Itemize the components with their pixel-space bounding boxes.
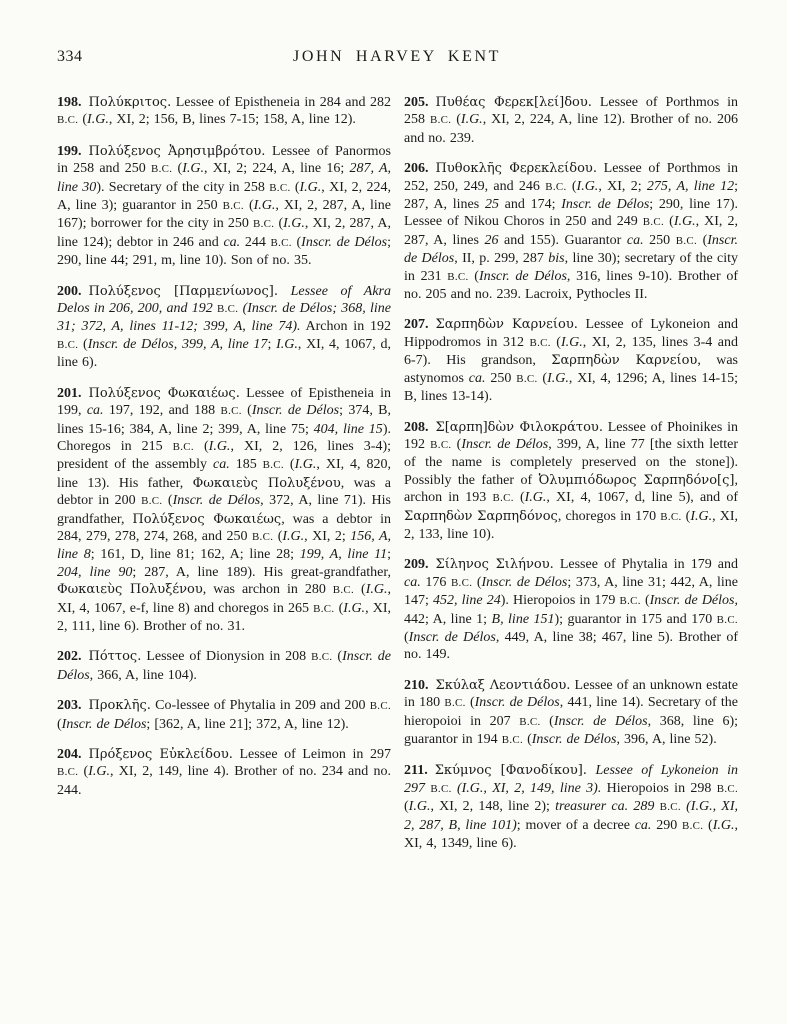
greek-text: Πολύξενος Ἀρησιμβρότου. [88, 143, 266, 159]
body-text: , XI, 2; 224, A, line 16; [204, 161, 350, 177]
body-text: , 396, A, line 52). [616, 732, 717, 747]
body-text: 250 B.C. ( [485, 370, 548, 386]
body-text: ; 290, line 44; 291, m, line 10). Son of no. 35. [57, 234, 392, 269]
era-abbreviation: B.C. [253, 218, 275, 231]
body-text: , XI, 2, 133, line 10). [404, 508, 738, 542]
italic-text: 156, A, line 8 [57, 528, 391, 563]
entry-201 [57, 385, 391, 636]
italic-text: Inscr. de Délos [481, 574, 568, 590]
body-text: , line 30); secretary of the city in 231 B.C. ( [404, 251, 739, 284]
italic-text: B, line 151 [491, 611, 555, 627]
body-text: 250 B.C. ( [643, 232, 708, 248]
italic-text: Inscr. de Délos [61, 716, 147, 732]
italic-text: I.G. [560, 334, 583, 350]
era-abbreviation: B.C. [619, 595, 641, 608]
italic-text: Inscr. de Délos [474, 695, 560, 711]
greek-text: Σ[αρπη]δὼν Φιλοκράτου. [435, 419, 603, 435]
italic-text: Inscr. de Délos [172, 493, 261, 509]
body-text: ); guarantor in 175 and 170 B.C. ( [404, 611, 738, 645]
italic-text: I.G. [276, 336, 298, 352]
italic-text: I.G. [460, 112, 483, 128]
body-text: ; mover of a decree [516, 817, 635, 833]
entry-211 [404, 762, 738, 852]
body-text: , was archon in 280 B.C. ( [202, 582, 366, 598]
entry-number: 199. [57, 143, 82, 159]
era-abbreviation: B.C. [262, 459, 284, 472]
entry-199 [57, 143, 391, 270]
italic-text: I.G. [547, 370, 569, 386]
greek-text: Πολύξενος Φωκαιέως [132, 511, 282, 527]
italic-text: Inscr. de Délos, 399, A, line 17 [87, 336, 268, 352]
greek-text: Πυθοκλῆς Φερεκλείδου. [435, 161, 597, 177]
italic-text: Inscr. de Délos [301, 234, 388, 250]
italic-text: bis [548, 251, 565, 267]
body-text: Lessee of an unknown estate in 180 B.C. ( [404, 677, 738, 711]
italic-text: 26 [484, 232, 499, 248]
greek-text: Πολύξενος Φωκαιέως. [88, 385, 240, 401]
body-text: , XI, 2; [304, 528, 351, 544]
body-text: , XI, 4, 1067, e-f, line 8) and choregos in 265 B.C. ( [57, 582, 391, 616]
body-text: , XI, 2, 135, lines 3-4 and 6-7). His grandson, [404, 334, 738, 369]
italic-text: ca. [213, 457, 230, 473]
body-text: 290 B.C. ( [651, 817, 713, 833]
era-abbreviation: B.C. [519, 715, 541, 728]
italic-text: Inscr. de Délos [531, 732, 617, 747]
era-abbreviation: B.C. [545, 180, 567, 193]
body-text: Lessee of Epistheneia in 284 and 282 B.C. ( [57, 95, 391, 128]
italic-text: 287, A, line 30 [57, 161, 391, 195]
era-abbreviation: B.C. [313, 602, 335, 615]
era-abbreviation: B.C. [57, 338, 79, 351]
body-text: , 442; A, line 1; [404, 593, 738, 627]
entry-208 [404, 419, 738, 544]
italic-text: 199, A, line 11 [299, 547, 388, 563]
italic-text: 452, line 24 [433, 593, 501, 609]
body-text: , XI, 4, 1067, d, line 5), and of [546, 490, 738, 506]
body-text: , 316, lines 9-10). Brother of no. 205 and no. 239. Lacroix, Pythocles II. [404, 268, 739, 303]
italic-text: I.G. [712, 817, 735, 833]
era-abbreviation: B.C. [716, 782, 739, 795]
entry-number: 203. [57, 698, 82, 714]
italic-text: Inscr. de Délos [461, 436, 549, 452]
italic-text: I.G. [576, 178, 599, 194]
body-text: , XI, 4, 1296; A, lines 14-15; B, lines 13-14). [404, 370, 739, 405]
body-text: ). Choregos in 215 B.C. ( [57, 421, 391, 454]
entry-203 [57, 697, 391, 733]
era-abbreviation: B.C. [217, 303, 239, 316]
body-text: Lessee of Phytalia in 179 and [553, 557, 738, 573]
italic-text: ca. [468, 370, 486, 386]
entry-number: 205. [404, 95, 429, 110]
greek-text: Πόττος. [88, 649, 142, 665]
italic-text: I.G. [88, 764, 110, 780]
body-text: , was a debtor in 284, 279, 278, 274, 268, and 250 B.C. ( [57, 511, 391, 544]
italic-text: Inscr. de Délos [478, 268, 567, 284]
page-header [57, 48, 737, 70]
right-column [404, 94, 738, 852]
body-text: , 372, A, line 71). His grandfather, [57, 493, 391, 527]
body-text: Hieropoios in 298 B.C. ( [404, 780, 739, 815]
italic-text: 275, A, line 12 [646, 178, 735, 194]
greek-text: Πυθέας Φερεκ[λεί]δου. [435, 95, 592, 110]
body-text: Lessee of Dionysion in 208 B.C. ( [141, 649, 343, 665]
era-abbreviation: B.C. [270, 236, 292, 249]
body-text: , XI, 2; [598, 178, 647, 194]
era-abbreviation: B.C. [501, 734, 524, 746]
italic-text: 25 [484, 197, 499, 213]
body-text: 176 B.C. ( [420, 574, 482, 590]
italic-text: Inscr. de Délos [408, 629, 496, 645]
body-text: , 449, A, line 38; 467, line 5). Brother of no. 149. [404, 629, 739, 663]
italic-text: I.G. [282, 528, 305, 544]
entry-number: 204. [57, 747, 82, 762]
body-text: , archon in 193 B.C. ( [404, 472, 738, 506]
entry-number: 208. [404, 419, 429, 435]
entry-210 [404, 677, 738, 750]
italic-text: I.G. [673, 214, 696, 230]
italic-text: I.G. [365, 582, 388, 598]
body-text: Lessee of Panormos in 258 and 250 B.C. ( [57, 143, 391, 177]
body-text: , XI, 2, 148, line 2); [430, 799, 556, 815]
italic-text: ca. [86, 403, 104, 419]
body-text: ; 161, D, line 81; 162, A; line 28; [90, 547, 300, 563]
era-abbreviation: B.C. [172, 440, 194, 453]
italic-text: I.G. [299, 179, 322, 195]
body-text: ; [362, A, line 21]; 372, A, line 12). [146, 716, 349, 732]
era-abbreviation: B.C. [660, 510, 682, 523]
entry-202 [57, 648, 391, 684]
italic-text: I.G. [524, 490, 547, 506]
entry-205 [404, 94, 738, 147]
body-text: Lessee of Lykoneion and Hippodromos in 312 B.C. ( [404, 317, 738, 350]
body-text: ). Hieropoios in 179 B.C. ( [500, 593, 650, 609]
body-text: ; 374, B, lines 15-16; 384, A, line 2; 399, A, line 75; [57, 403, 392, 437]
era-abbreviation: B.C. [269, 181, 291, 194]
entry-number: 202. [57, 649, 82, 665]
running-head: JOHN HARVEY KENT [293, 48, 501, 65]
body-text: ). Secretary of the city in 258 B.C. ( [96, 179, 300, 195]
body-text: Lessee of Phoinikes in 192 B.C. ( [404, 419, 739, 452]
italic-text: I.G. [690, 508, 713, 524]
era-abbreviation: B.C. [151, 163, 173, 176]
italic-text: 204, line 90 [57, 564, 133, 580]
body-text: ; 287, A, line 189). His great-grandfather, [132, 564, 391, 580]
entry-number: 209. [404, 557, 429, 573]
era-abbreviation: B.C. [222, 200, 244, 213]
era-abbreviation: B.C. [447, 270, 469, 283]
italic-text: ca. [634, 817, 652, 833]
entry-207 [404, 316, 738, 405]
body-text: , XI, 2, 111, line 6). Brother of no. 31. [57, 600, 391, 634]
entry-number: 210. [404, 677, 429, 693]
era-abbreviation: B.C. [450, 576, 473, 589]
greek-text: Φωκαιεὺς Πολυξένου [57, 582, 203, 598]
body-text: , XI, 4, 820, line 13). His father, [57, 457, 392, 491]
body-text: , XI, 4, 1067, d, line 6). [57, 336, 392, 371]
body-text: , 399, A, line 77 [the sixth letter of the name is completely preserved on the stone]). Possibly the father of [404, 436, 738, 488]
body-text: , 368, line 6); guarantor in 194 B.C. ( [404, 713, 738, 747]
entry-number: 198. [57, 95, 82, 110]
entry-198 [57, 94, 391, 130]
body-text: , XI, 2, 149, line 4). Brother of no. 234 and no. 244. [57, 764, 391, 798]
body-text: ; 373, A, line 31; 442, A, line 147; [404, 574, 738, 609]
era-abbreviation: B.C. [716, 613, 738, 626]
era-abbreviation: B.C. [429, 114, 452, 127]
entry-200 [57, 283, 391, 372]
era-abbreviation: B.C. [57, 114, 79, 127]
body-text: and 174; [498, 197, 562, 213]
italic-text: treasurer ca. 289 B.C. (I.G., XI, 2, 287, B, line 101) [404, 799, 739, 833]
era-abbreviation: B.C. [430, 438, 452, 451]
body-text: , XI, 4, 1349, line 6). [404, 817, 738, 852]
italic-text: Inscr. de Délos [553, 713, 648, 729]
italic-text: Lessee of Lykoneion in 297 B.C. (I.G., XI, 2, 149, line 3). [404, 763, 738, 796]
greek-text: Σκύμνος [Φανοδίκου]. [434, 763, 587, 779]
italic-text: I.G. [87, 112, 109, 128]
body-text: , XI, 2, 224, A, line 12). Brother of no. 206 and no. 239. [404, 112, 738, 146]
body-text: , was astynomos [404, 353, 738, 386]
body-text: Lessee of Porthmos in 252, 250, 249, and 246 B.C. ( [404, 161, 738, 194]
era-abbreviation: B.C. [311, 651, 333, 664]
italic-text: Inscr. de Délos [251, 403, 340, 419]
era-abbreviation: B.C. [681, 819, 704, 832]
greek-text: Σκύλαξ Λεοντιάδου. [435, 677, 571, 693]
italic-text: I.G. [343, 600, 366, 616]
era-abbreviation: B.C. [642, 216, 665, 229]
body-text: ; 287, A, lines [404, 178, 738, 213]
italic-text: ca. [404, 574, 421, 590]
body-text: , XI, 2, 287, A, lines [404, 214, 738, 248]
body-text: Lessee of Leimon in 297 B.C. ( [57, 747, 391, 780]
era-abbreviation: B.C. [220, 405, 242, 418]
greek-text: Πολύξενος [Παρμενίωνος]. [88, 283, 278, 299]
body-text: 197, 192, and 188 B.C. ( [103, 403, 252, 419]
italic-text: I.G. [283, 216, 305, 232]
greek-text: Σίληνος Σιλήνου. [435, 557, 554, 573]
body-text: ; 290, line 17). Lessee of Nikou Choros in 250 and 249 B.C. ( [404, 197, 738, 230]
greek-text: Σαρπηδὼν Καρνείου [551, 353, 698, 369]
era-abbreviation: B.C. [675, 234, 698, 247]
era-abbreviation: B.C. [141, 495, 163, 508]
era-abbreviation: B.C. [516, 372, 538, 385]
italic-text: Inscr. de Délos [404, 232, 738, 267]
entry-number: 207. [404, 317, 429, 333]
italic-text: Inscr. de Délos [649, 593, 735, 609]
italic-text: Inscr. de Délos [57, 649, 391, 683]
body-text: Co-lessee of Phytalia in 209 and 200 B.C. ( [57, 698, 391, 732]
italic-text: ca. [626, 232, 644, 248]
entry-number: 206. [404, 161, 429, 177]
greek-text: Σαρπηδὼν Σαρπηδόνος [404, 508, 558, 524]
italic-text: I.G. [408, 799, 431, 815]
entry-number: 200. [57, 283, 82, 299]
body-text: , 366, A, line 104). [89, 667, 197, 683]
italic-text: 404, line 15 [313, 421, 383, 437]
body-text: and 155). Guarantor [498, 232, 627, 248]
italic-text: I.G. [182, 161, 204, 177]
italic-text: I.G. [294, 457, 317, 473]
entry-206 [404, 160, 738, 303]
era-abbreviation: B.C. [659, 801, 681, 814]
left-column [57, 94, 391, 852]
greek-text: Πολύκριτος. [88, 95, 172, 110]
two-column-body [57, 94, 737, 852]
italic-text: Lessee of Akra Delos in 206, 200, and 192 B.C. (Inscr. de Délos; 368, line 31; 372, A, lines 11-12; 399, A, line 74). [57, 283, 391, 335]
body-text: Lessee of Porthmos in 258 B.C. ( [404, 95, 738, 128]
entry-number: 201. [57, 385, 82, 401]
era-abbreviation: B.C. [444, 697, 466, 710]
page-number: 334 [57, 48, 83, 65]
body-text: 244 B.C. ( [240, 234, 302, 250]
body-text: ; [267, 336, 277, 352]
era-abbreviation: B.C. [57, 766, 79, 779]
body-text: , XI, 2, 287, A, line 167); borrower for the city in 250 B.C. ( [57, 198, 391, 232]
body-text: , choregos in 170 B.C. ( [557, 508, 691, 524]
era-abbreviation: B.C. [369, 700, 391, 713]
body-text: , II, p. 299, 287 [454, 251, 549, 267]
body-text: , was a debtor in 200 B.C. ( [57, 475, 391, 509]
body-text: Archon in 192 B.C. ( [57, 319, 391, 352]
entry-209 [404, 556, 738, 663]
era-abbreviation: B.C. [529, 336, 551, 349]
era-abbreviation: B.C. [430, 782, 452, 795]
body-text: , XI, 2, 287, A, line 124); debtor in 246 and [57, 216, 391, 250]
greek-text: Πρόξενος Εὐκλείδου. [88, 747, 233, 762]
greek-text: Ὀλυμπιόδωρος Σαρπηδόνο[ς] [538, 472, 735, 488]
body-text: Lessee of Epistheneia in 199, [57, 385, 391, 419]
era-abbreviation: B.C. [251, 530, 274, 543]
greek-text: Φωκαιεὺς Πολυξένου [192, 475, 341, 491]
body-text: ; [387, 547, 391, 563]
italic-text: I.G. [208, 438, 231, 454]
body-text: , 441, line 14). Secretary of the hieropoioi in 207 B.C. ( [404, 695, 739, 729]
body-text: , XI, 2, 126, lines 3-4); president of the assembly [57, 438, 392, 473]
entry-number: 211. [404, 763, 428, 779]
italic-text: ca. [223, 234, 241, 250]
italic-text: Inscr. de Délos [561, 197, 650, 213]
body-text: , XI, 2; 156, B, lines 7-15; 158, A, line 12). [108, 112, 356, 128]
greek-text: Προκλῆς. [88, 698, 151, 714]
greek-text: Σαρπηδὼν Καρνείου. [435, 317, 578, 333]
italic-text: I.G. [253, 198, 276, 214]
era-abbreviation: B.C. [492, 492, 514, 505]
era-abbreviation: B.C. [332, 584, 355, 597]
entry-204 [57, 746, 391, 799]
body-text: 185 B.C. ( [229, 457, 295, 473]
body-text: , XI, 2, 224, A, line 3); guarantor in 250 B.C. ( [57, 179, 391, 214]
